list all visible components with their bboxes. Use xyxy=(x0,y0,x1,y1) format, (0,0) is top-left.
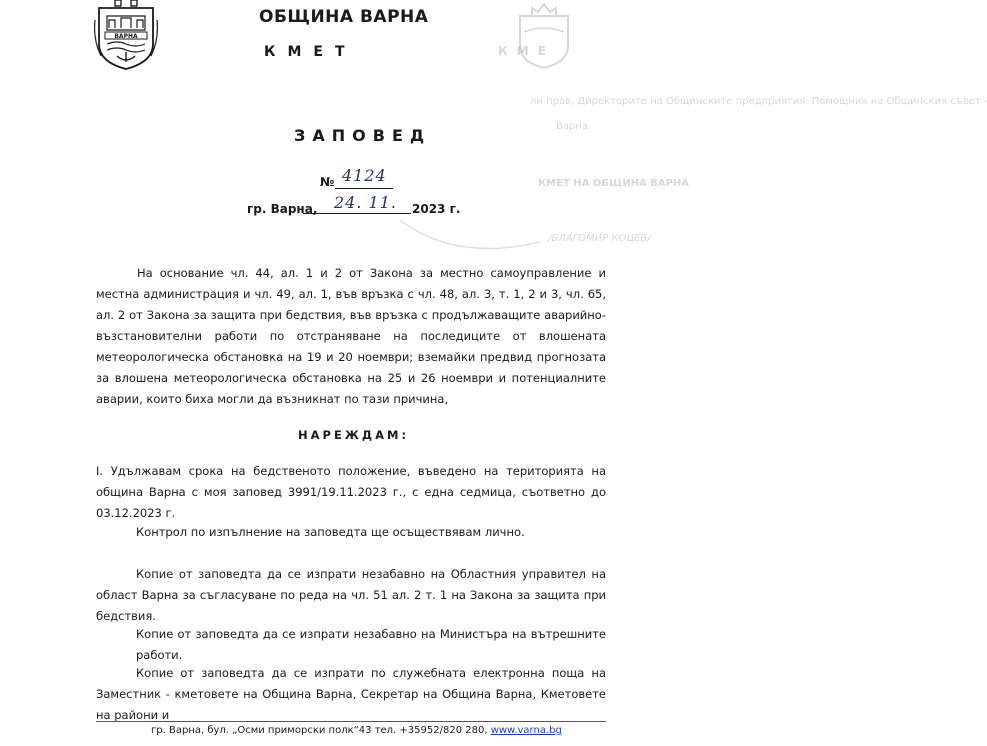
order-date-handwritten: 24. 11. xyxy=(334,193,397,212)
section-heading: НАРЕЖДАМ: xyxy=(298,428,410,442)
footer-contact xyxy=(151,725,562,736)
control-paragraph: Контрол по изпълнение на заповедта ще осъществявам лично. xyxy=(136,525,525,539)
bleed-through-line-2: Варна. xyxy=(556,121,592,132)
bleed-through-kmet: КМЕ xyxy=(498,44,555,58)
organization-name: ОБЩИНА ВАРНА xyxy=(259,7,429,27)
bleed-through-mayor-title: КМЕТ НА ОБЩИНА ВАРНА xyxy=(538,178,689,189)
bleed-through-crest xyxy=(512,2,576,70)
intro-paragraph: На основание чл. 44, ал. 1 и 2 от Закона за местно самоуправление и местна администрация и чл. 49, ал. 1, във връзка с чл. 48, ал. 3, т. 1, 2 и 3, чл. 65, ал. 2 от Закона за защита при бедствия, във връзка с продължаващите аварийно-възстановителни работи по отстраняване на последиците от влошената метеорологическа обстановка на 19 и 20 ноември; вземайки предвид прогнозата за влошена метеорологическа обстановка на 25 и 26 ноември и потенциалните аварии, които биха могли да възникнат по тази причина, xyxy=(96,266,606,406)
office-title: КМЕТ xyxy=(264,44,357,60)
website-link[interactable]: www.varna.bg xyxy=(490,725,562,736)
bleed-through-stamp-curve xyxy=(395,212,545,262)
order-number-handwritten: 4124 xyxy=(342,166,387,185)
copy-deputies-paragraph: Копие от заповедта да се изпрати по служебната електронна поща на Заместник - кметовете на Община Варна, Секретар на Община Варна, Кметовете на райони и xyxy=(96,666,606,722)
copy-governor-paragraph: Копие от заповедта да се изпрати незабавно на Областния управител на област Варна за съгласуване по реда на чл. 51 ал. 2 т. 1 на Закона за защита при бедствия. xyxy=(96,567,606,623)
order-date-line xyxy=(303,213,411,214)
document-title: ЗАПОВЕД xyxy=(294,126,432,145)
bleed-through-line-1: ли прав, Директорите на Общинските предприятия. Помощник на Общинския съвет - xyxy=(530,96,987,107)
bleed-through-signature: /БЛАГОМИР КОЦЕВ/ xyxy=(548,233,651,244)
copy-minister-paragraph: Копие от заповедта да се изпрати незабавно на Министъра на вътрешните работи. xyxy=(136,627,606,662)
footer-address: гр. Варна, бул. „Осми приморски полк“43 тел. +35952/820 280, xyxy=(151,725,491,736)
footer-divider xyxy=(96,721,606,722)
order-city-label: гр. Варна, xyxy=(247,202,318,216)
varna-coat-of-arms-icon xyxy=(93,0,159,70)
order-number-line xyxy=(335,188,393,189)
crest-label: ВАРНА xyxy=(114,33,138,40)
order-number-label: № xyxy=(320,175,335,189)
order-year: 2023 г. xyxy=(412,202,461,216)
order-item-1: I. Удължавам срока на бедственото положение, въведено на територията на община Варна с моя заповед 3991/19.11.2023 г., с една седмица, съответно до 03.12.2023 г. xyxy=(96,464,606,520)
